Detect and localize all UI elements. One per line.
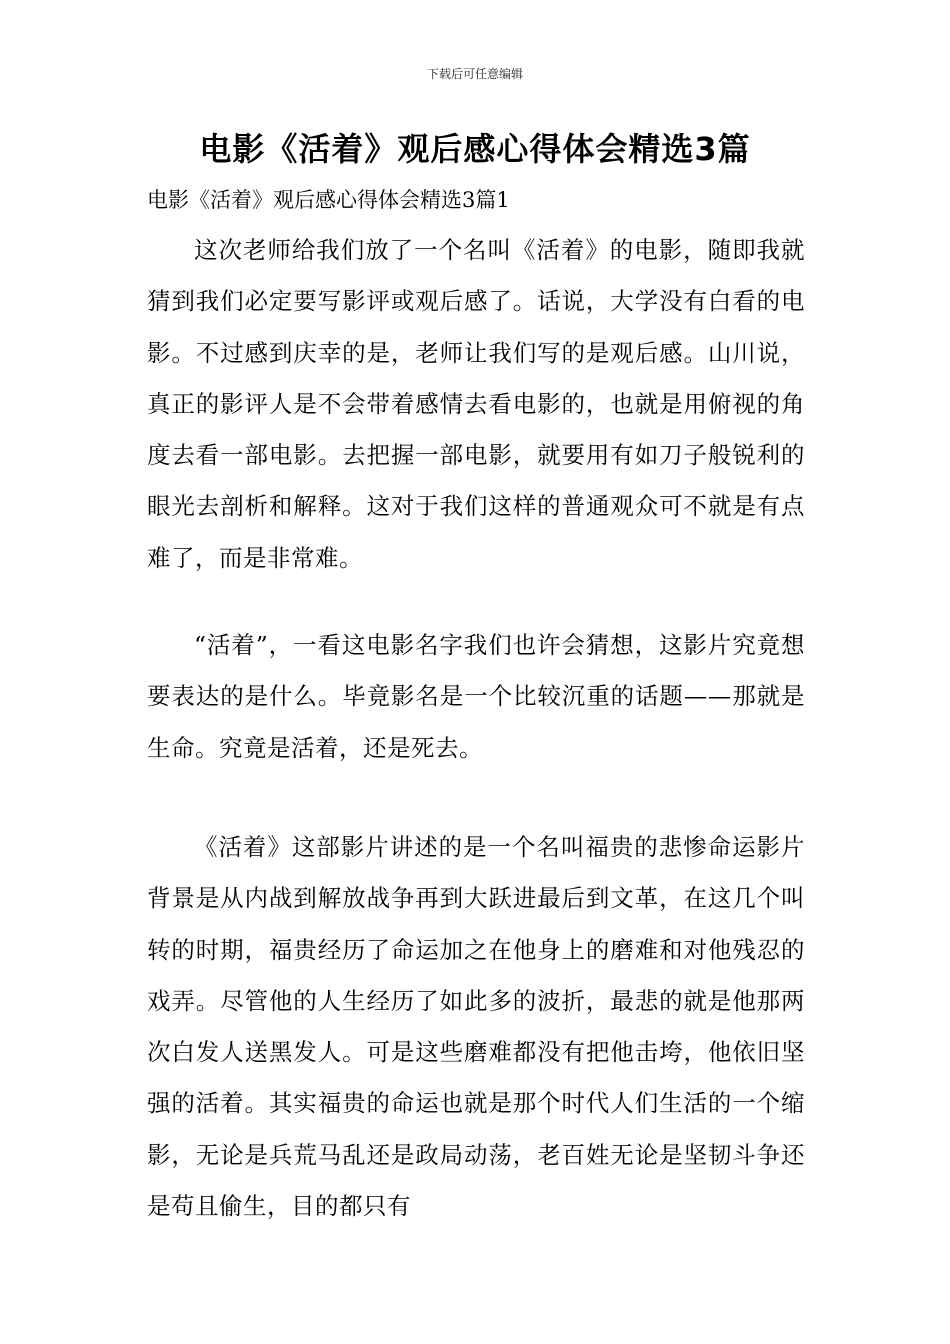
paragraph-1: 这次老师给我们放了一个名叫《活着》的电影，随即我就猜到我们必定要写影评或观后感了。话说，大学没有白看的电影。不过感到庆幸的是，老师让我们写的是观后感。山川说，真正的影评人是不会带着感情去看电影的，也就是用俯视的角度去看一部电影。去把握一部电影，就要用有如刀子般锐利的眼光去剖析和解释。这对于我们这样的普通观众可不就是有点难了，而是非常难。	[147, 236, 805, 572]
paragraph-3: 《活着》这部影片讲述的是一个名叫福贵的悲惨命运影片背景是从内战到解放战争再到大跃进最后到文革，在这几个叫转的时期，福贵经历了命运加之在他身上的磨难和对他残忍的戏弄。尽管他的人生经历了如此多的波折，最悲的就是他那两次白发人送黑发人。可是这些磨难都没有把他击垮，他依旧坚强的活着。其实福贵的命运也就是那个时代人们生活的一个缩影，无论是兵荒马乱还是政局动荡，老百姓无论是坚韧斗争还是苟且偷生，目的都只有	[147, 833, 805, 1221]
header-note: 下载后可任意编辑	[426, 67, 523, 81]
paragraph-2: “活着”，一看这电影名字我们也许会猜想，这影片究竟想要表达的是什么。毕竟影名是一个比较沉重的话题——那就是生命。究竟是活着，还是死去。	[147, 631, 805, 762]
section-subtitle: 电影《活着》观后感心得体会精选3篇1	[147, 188, 510, 212]
page-title: 电影《活着》观后感心得体会精选3篇	[199, 130, 751, 168]
